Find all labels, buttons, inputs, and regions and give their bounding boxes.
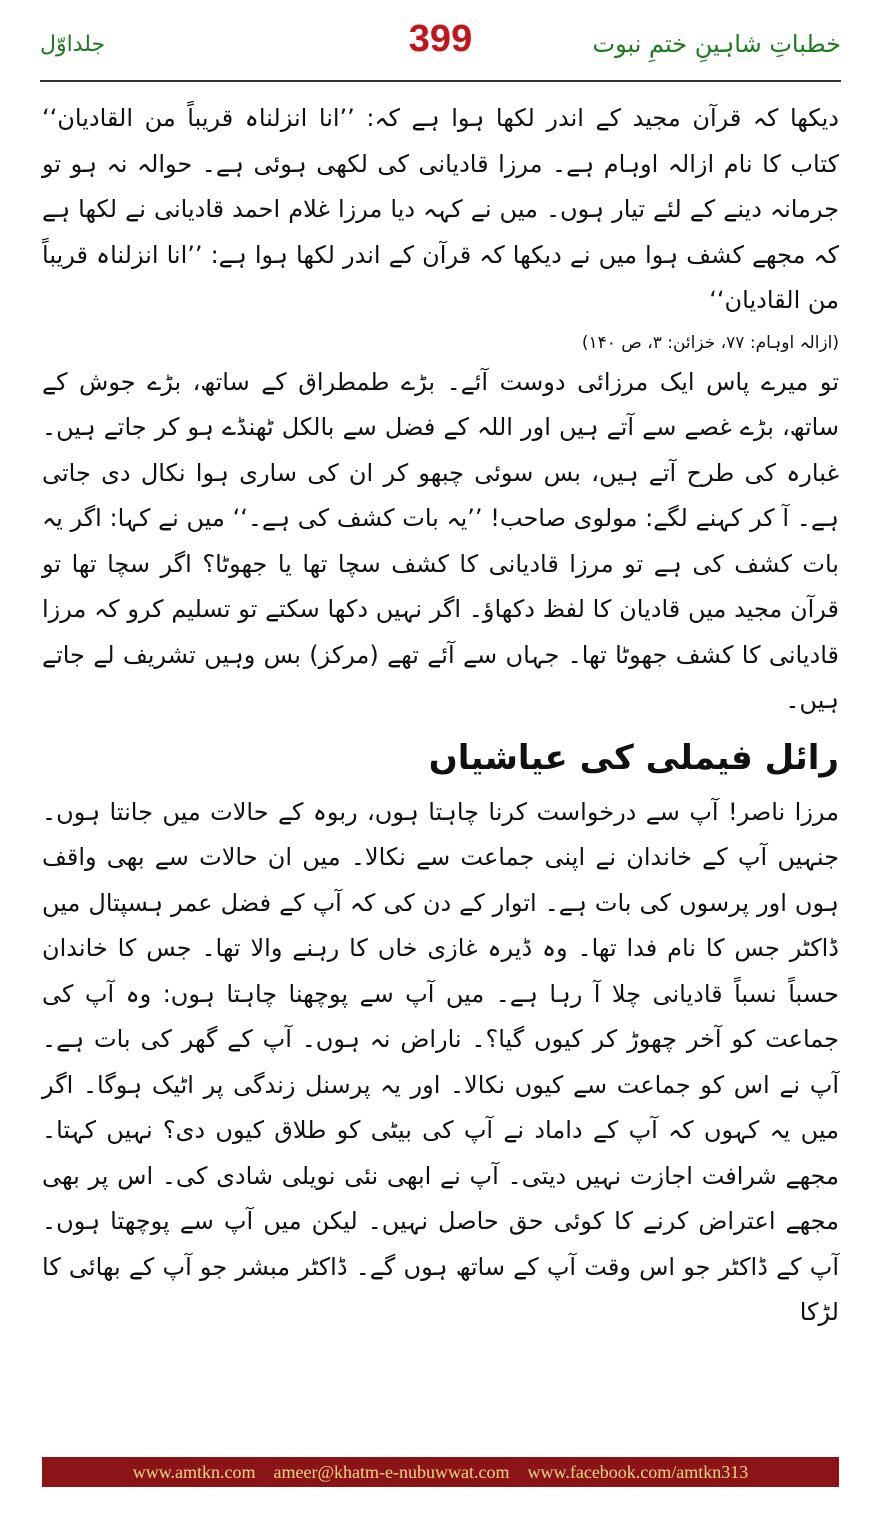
section-heading: رائل فیملی کی عیاشیاں — [428, 737, 839, 778]
reference-citation: (ازالہ اوہام: ۷۷، خزائن: ۳، ص ۱۴۰) — [581, 332, 839, 353]
page-number: 399 — [408, 18, 473, 60]
paragraph-2: تو میرے پاس ایک مرزائی دوست آئے۔ بڑے طمطراق کے ساتھ، بڑے جوش کے ساتھ، بڑے غصے سے آتے ہیں اور اللہ کے فضل سے بالکل ٹھنڈے ہو کر جاتے ہیں۔ غبارہ کی طرح آتے ہیں، بس سوئی چبھو کر ان کی ساری ہوا نکال دی جاتی ہے۔ آ کر کہنے لگے: مولوی صاحب! ’’یہ بات کشف کی ہے۔‘‘ میں نے کہا: اگر یہ بات کشف کی ہے تو مرزا قادیانی کا کشف سچا تھا یا جھوٹا؟ اگر سچا تھا تو قرآن مجید میں قادیان کا لفظ دکھاؤ۔ اگر نہیں دکھا سکتے تو تسلیم کرو کہ مرزا قادیانی کا کشف جھوٹا تھا۔ جہاں سے آئے تھے (مرکز) بس وہیں تشریف لے جاتے ہیں۔ — [42, 367, 839, 714]
volume-label: جلداوّل — [40, 32, 106, 57]
page-header — [40, 14, 841, 72]
header-divider — [40, 80, 841, 82]
page-content — [42, 96, 839, 1336]
footer-facebook-link[interactable]: www.facebook.com/amtkn313 — [527, 1461, 749, 1482]
footer-email-link[interactable]: ameer@khatm-e-nubuwwat.com — [273, 1461, 510, 1482]
paragraph-3: مرزا ناصر! آپ سے درخواست کرنا چاہتا ہوں، ربوہ کے حالات میں جانتا ہوں۔ جنہیں آپ کے خاندان نے اپنی جماعت سے نکالا۔ میں ان حالات سے بھی واقف ہوں اور پرسوں کی بات ہے۔ اتوار کے دن کی کہ آپ کے فضل عمر ہسپتال میں ڈاکٹر جس کا نام فدا تھا۔ وہ ڈیرہ غازی خاں کا رہنے والا تھا۔ جس کا خاندان حسباً نسباً قادیانی چلا آ رہا ہے۔ میں آپ سے پوچھنا چاہتا ہوں: وہ آپ کی جماعت کو آخر چھوڑ کر کیوں گیا؟۔ ناراض نہ ہوں۔ آپ کے گھر کی بات ہے۔ آپ نے اس کو جماعت سے کیوں نکالا۔ اور یہ پرسنل زندگی پر اٹیک ہوگا۔ اگر میں یہ کہوں کہ آپ کے داماد نے آپ کی بیٹی کو طلاق کیوں دی؟ نہیں کہتا۔ مجھے شرافت اجازت نہیں دیتی۔ آپ نے ابھی نئی نویلی شادی کی۔ اس پر بھی مجھے اعتراض کرنے کا کوئی حق حاصل نہیں۔ لیکن میں آپ سے پوچھتا ہوں۔ آپ کے ڈاکٹر جو اس وقت آپ کے ساتھ ہوں گے۔ ڈاکٹر مبشر جو آپ کے بھائی کا لڑکا — [42, 797, 839, 1326]
page-footer — [42, 1457, 839, 1487]
paragraph-1: دیکھا کہ قرآن مجید کے اندر لکھا ہوا ہے کہ: ’’انا انزلناہ قریباً من القادیان‘‘ کتاب کا نام ازالہ اوہام ہے۔ مرزا قادیانی کی لکھی ہوئی ہے۔ حوالہ نہ ہو تو جرمانہ دینے کے لئے تیار ہوں۔ میں نے کہہ دیا مرزا غلام احمد قادیانی نے لکھا ہے کہ مجھے کشف ہوا میں نے دیکھا کہ قرآن کے اندر لکھا ہوا ہے: ’’انا انزلناہ قریباً من القادیان‘‘ — [42, 104, 839, 314]
footer-website-link[interactable]: www.amtkn.com — [132, 1461, 256, 1482]
book-title: خطباتِ شاہینِ ختمِ نبوت — [592, 30, 841, 58]
